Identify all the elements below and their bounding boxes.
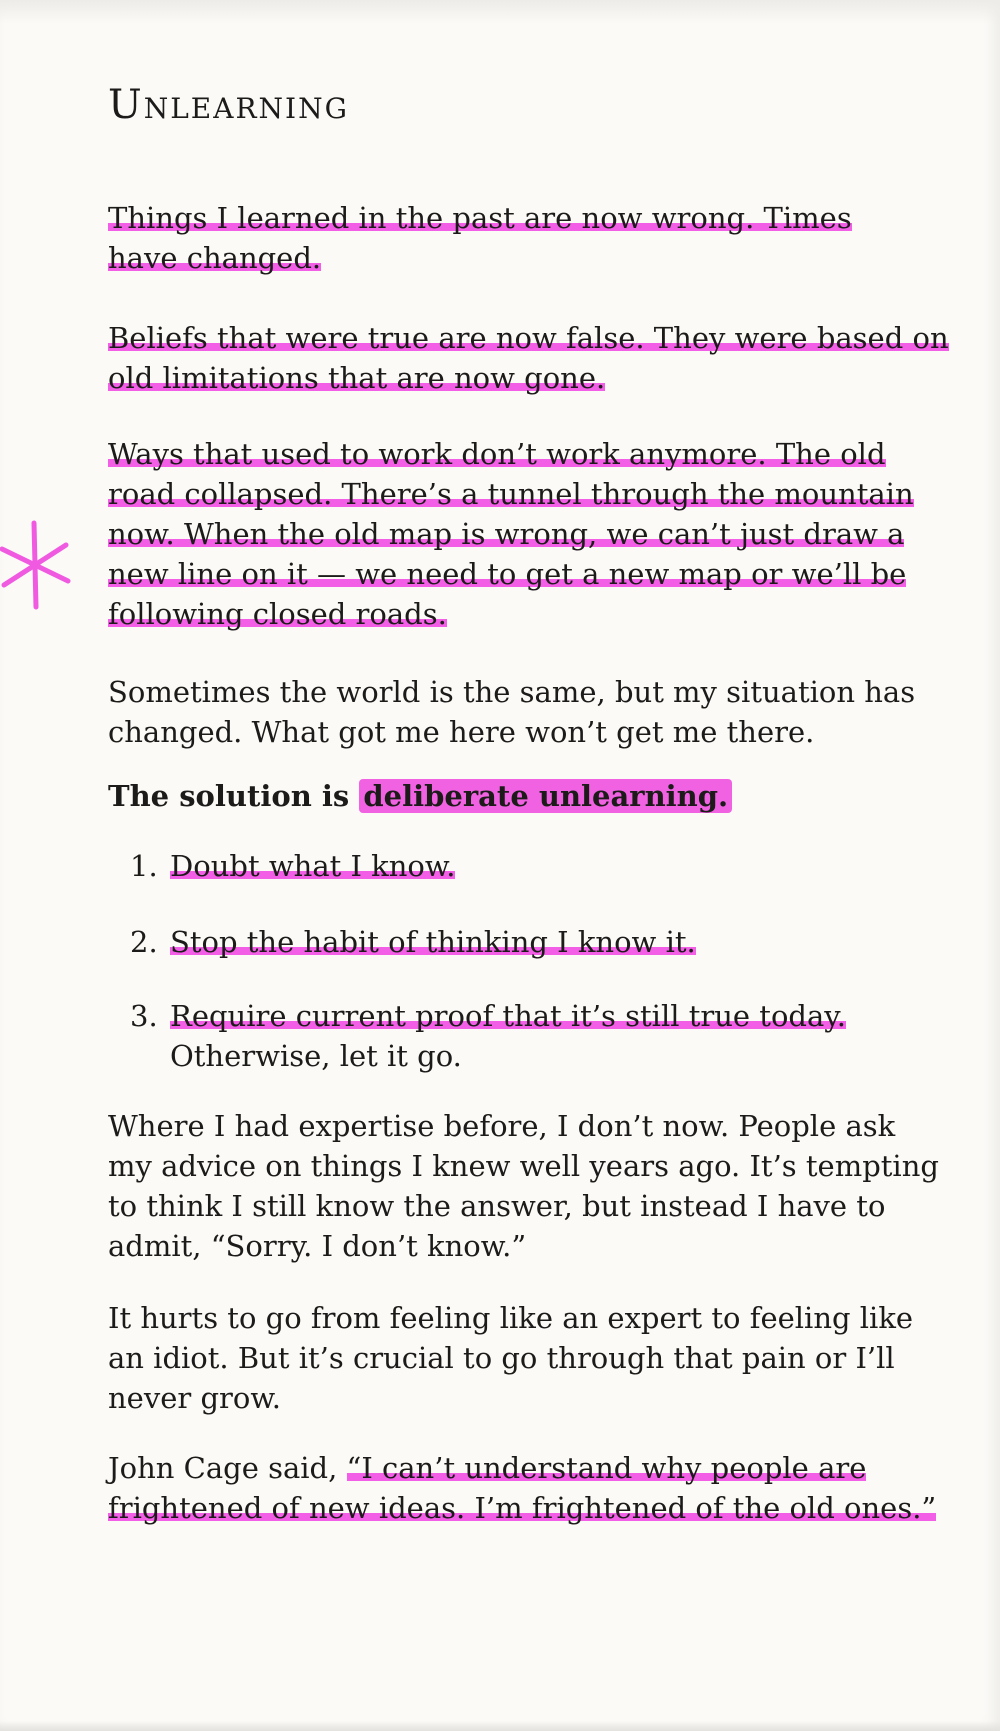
highlighted-text: frightened of new ideas. I’m frightened of the old ones.” [108,1491,937,1525]
paragraph-6: It hurts to go from feeling like an expert to feeling like an idiot. But it’s crucial to go through that pain or I’ll never grow. [108,1301,914,1415]
page-title: Unlearning [108,82,349,128]
solution-statement: The solution is deliberate unlearning. [108,776,908,816]
list-item: Require current proof that it’s still true today. Otherwise, let it go. [170,999,847,1073]
highlighted-text: Things I learned in the past are now wrong. Times [108,201,852,235]
list-number: 3. [130,999,158,1033]
paragraph-1 [108,198,908,278]
list-number: 2. [130,925,158,959]
paragraph-2 [108,318,949,398]
paragraph-4: Sometimes the world is the same, but my situation has changed. What got me here won’t get me there. [108,675,916,749]
highlighted-text: Ways that used to work don’t work anymore. The old [108,437,886,471]
highlighted-text: new line on it — we need to get a new map or we’ll be [108,557,907,591]
highlighted-text: “I can’t understand why people are [346,1451,867,1485]
highlighted-text: old limitations that are now gone. [108,361,606,395]
highlighted-text: road collapsed. There’s a tunnel through the mountain [108,477,914,511]
list-number: 1. [130,849,158,883]
highlighted-text: Require current proof that it’s still true today. [170,999,847,1033]
highlighted-text: have changed. [108,241,322,275]
list-item [170,846,910,886]
list-item [170,922,910,962]
highlighted-text: following closed roads. [108,597,447,631]
highlighted-text: Beliefs that were true are now false. They were based on [108,321,949,355]
highlighted-text: Doubt what I know. [170,849,456,883]
paragraph-3 [108,434,914,634]
page-top-shadow [0,0,1000,24]
page-bottom-edge [0,1721,1000,1731]
asterisk-icon [0,515,76,615]
highlighted-phrase: deliberate unlearning. [359,779,732,813]
highlighted-text: now. When the old map is wrong, we can’t just draw a [108,517,905,551]
highlighted-text: Stop the habit of thinking I know it. [170,925,696,959]
paragraph-5: Where I had expertise before, I don’t now. People ask my advice on things I knew well years ago. It’s tempting to think I still know the answer, but instead I have to admit, “Sorry. I don’t know.” [108,1109,939,1263]
paragraph-7-quote: John Cage said, “I can’t understand why people are frightened of new ideas. I’m frightened of the old ones.” [108,1451,937,1525]
